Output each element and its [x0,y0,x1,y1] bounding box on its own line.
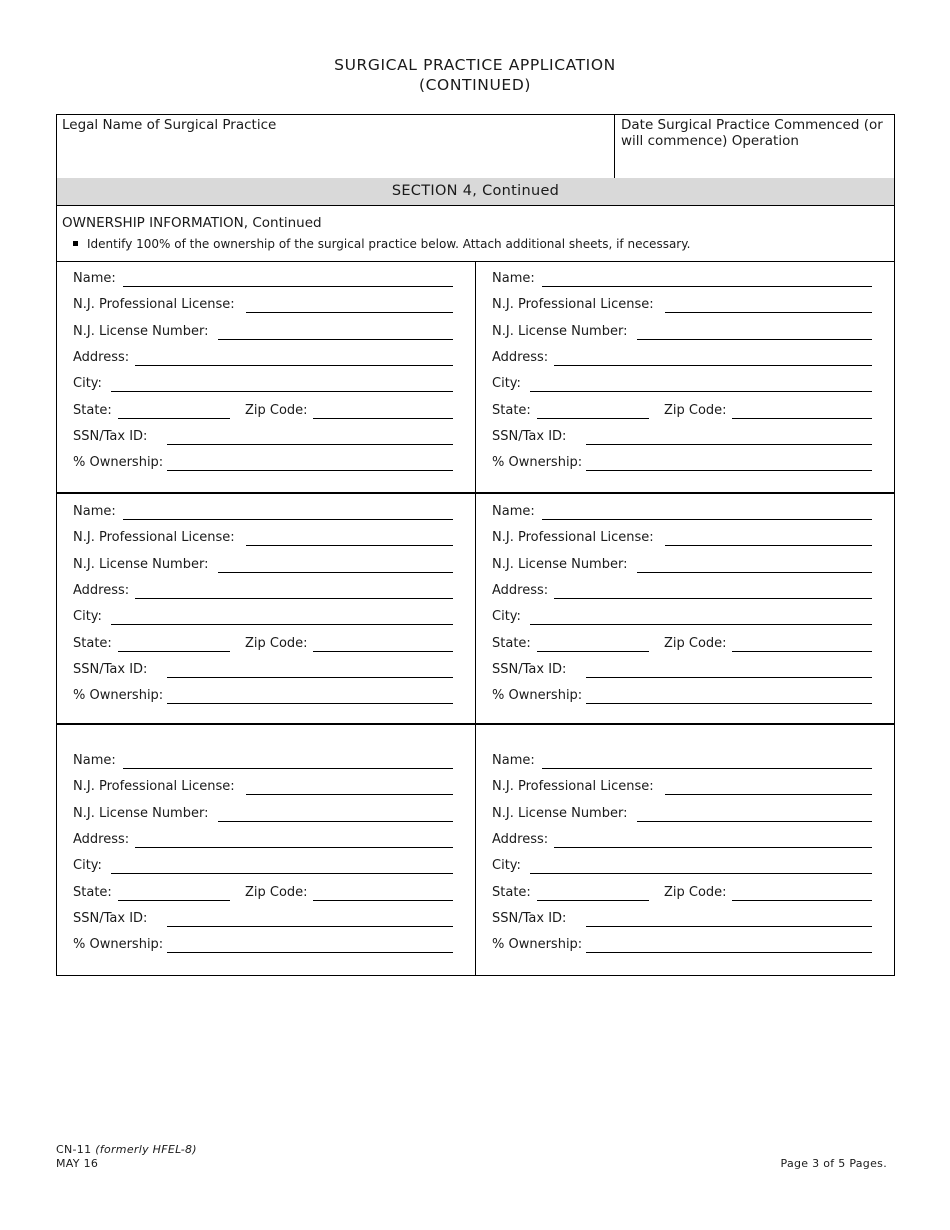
ssn-input-line[interactable] [586,444,872,445]
address-input-line[interactable] [554,847,872,848]
state-label: State: [73,884,112,900]
owner-field-address [492,831,892,849]
ssn-label: SSN/Tax ID: [492,428,567,444]
owner-block [57,494,475,725]
zip-code-input-line[interactable] [732,651,872,652]
state-input-line[interactable] [537,651,649,652]
ownership-pct-label: % Ownership: [73,937,164,953]
professional-license-input-line[interactable] [246,545,453,546]
form-id: CN-11 [56,1143,92,1156]
ssn-input-line[interactable] [586,926,872,927]
zip-code-label: Zip Code: [664,884,727,900]
owner-field-license-number [492,556,892,574]
owner-field-professional-license [492,529,892,547]
owner-field-license-number [73,556,473,574]
owner-field-city [492,608,892,626]
owner-field-address [73,349,473,367]
owner-field-ssn [73,910,473,928]
zip-code-input-line[interactable] [313,900,453,901]
owner-field-professional-license [492,296,892,314]
owner-block [476,261,894,492]
owner-field-ownership-pct [492,454,892,472]
ssn-label: SSN/Tax ID: [492,661,567,677]
state-input-line[interactable] [537,900,649,901]
professional-license-label: N.J. Professional License: [492,297,654,313]
owner-field-ownership-pct [73,454,473,472]
address-label: Address: [492,582,549,598]
ownership-pct-label: % Ownership: [492,455,583,471]
professional-license-label: N.J. Professional License: [73,779,235,795]
name-input-line[interactable] [542,286,872,287]
city-input-line[interactable] [111,624,453,625]
state-label: State: [492,884,531,900]
city-input-line[interactable] [111,391,453,392]
form-title-line2: (CONTINUED) [418,76,532,94]
owner-field-state [492,402,892,420]
license-number-label: N.J. License Number: [73,323,209,339]
owner-field-ssn [73,661,473,679]
owner-field-address [73,831,473,849]
ssn-input-line[interactable] [167,926,453,927]
license-number-label: N.J. License Number: [492,556,628,572]
name-label: Name: [73,504,116,519]
name-label: Name: [492,271,535,286]
ssn-label: SSN/Tax ID: [73,661,148,677]
name-label: Name: [73,753,116,768]
form-title-line1: SURGICAL PRACTICE APPLICATION [334,56,616,74]
address-label: Address: [73,349,130,365]
license-number-input-line[interactable] [218,572,453,573]
city-label: City: [73,858,102,874]
zip-code-input-line[interactable] [732,418,872,419]
state-input-line[interactable] [118,651,230,652]
date-commenced-field-label[interactable]: Date Surgical Practice Commenced (or will commence) Operation [621,117,883,149]
owner-field-name [492,270,892,288]
owner-field-ownership-pct [73,687,473,705]
ssn-label: SSN/Tax ID: [492,910,567,926]
state-label: State: [73,635,112,651]
owner-field-ssn [492,661,892,679]
name-input-line[interactable] [123,286,453,287]
ownership-pct-input-line[interactable] [167,703,453,704]
address-label: Address: [492,349,549,365]
city-input-line[interactable] [530,624,872,625]
ssn-label: SSN/Tax ID: [73,910,148,926]
professional-license-label: N.J. Professional License: [73,297,235,313]
license-number-label: N.J. License Number: [492,805,628,821]
ownership-pct-input-line[interactable] [167,470,453,471]
city-label: City: [492,858,521,874]
zip-code-input-line[interactable] [313,651,453,652]
name-input-line[interactable] [542,519,872,520]
owner-field-ownership-pct [492,687,892,705]
ssn-label: SSN/Tax ID: [73,428,148,444]
owner-field-city [73,375,473,393]
city-label: City: [492,609,521,625]
professional-license-input-line[interactable] [665,312,872,313]
license-number-label: N.J. License Number: [73,805,209,821]
address-input-line[interactable] [135,847,453,848]
ownership-pct-label: % Ownership: [492,688,583,704]
owner-field-city [73,857,473,875]
state-input-line[interactable] [118,900,230,901]
owner-field-address [492,582,892,600]
city-label: City: [492,376,521,392]
owner-field-professional-license [73,529,473,547]
state-label: State: [492,402,531,418]
address-label: Address: [73,831,130,847]
ssn-input-line[interactable] [167,444,453,445]
license-number-input-line[interactable] [637,572,872,573]
address-input-line[interactable] [135,365,453,366]
owner-field-license-number [73,805,473,823]
owner-field-name [73,752,473,770]
license-number-input-line[interactable] [637,339,872,340]
owner-field-professional-license [492,778,892,796]
owner-field-name [73,270,473,288]
owner-field-city [73,608,473,626]
form-formerly: (formerly HFEL-8) [95,1143,197,1156]
owner-field-professional-license [73,296,473,314]
state-input-line[interactable] [537,418,649,419]
owner-field-state [492,635,892,653]
name-input-line[interactable] [123,519,453,520]
professional-license-label: N.J. Professional License: [492,779,654,795]
header-divider [614,115,615,178]
ownership-pct-input-line[interactable] [167,952,453,953]
form-date: MAY 16 [56,1157,99,1170]
bullet-icon [73,241,78,246]
ownership-pct-label: % Ownership: [73,455,164,471]
owner-block [476,494,894,725]
owner-field-ssn [492,910,892,928]
city-input-line[interactable] [111,873,453,874]
section-4-header: SECTION 4, Continued [57,178,894,206]
header-row [57,115,894,179]
ownership-pct-label: % Ownership: [492,937,583,953]
address-input-line[interactable] [135,598,453,599]
owner-field-license-number [492,805,892,823]
owner-field-address [73,582,473,600]
zip-code-label: Zip Code: [664,402,727,418]
name-label: Name: [73,271,116,286]
zip-code-input-line[interactable] [313,418,453,419]
ownership-pct-input-line[interactable] [586,952,872,953]
city-label: City: [73,609,102,625]
address-label: Address: [73,582,130,598]
ownership-info-heading: OWNERSHIP INFORMATION, Continued [62,215,322,231]
owner-field-state [73,402,473,420]
zip-code-label: Zip Code: [245,884,308,900]
owner-field-ownership-pct [73,936,473,954]
owner-field-license-number [492,323,892,341]
owner-block [476,725,894,975]
professional-license-label: N.J. Professional License: [492,530,654,546]
page-number: Page 3 of 5 Pages. [780,1157,887,1170]
professional-license-input-line[interactable] [665,545,872,546]
name-input-line[interactable] [542,768,872,769]
zip-code-label: Zip Code: [664,635,727,651]
address-label: Address: [492,831,549,847]
zip-code-label: Zip Code: [245,635,308,651]
ownership-note-text: Identify 100% of the ownership of the surgical practice below. Attach additional sheets, if necessary. [87,237,691,251]
ssn-input-line[interactable] [586,677,872,678]
address-input-line[interactable] [554,365,872,366]
footer-form-id [56,1143,197,1171]
owner-field-professional-license [73,778,473,796]
state-label: State: [73,402,112,418]
name-label: Name: [492,504,535,519]
owner-field-ssn [492,428,892,446]
owner-field-ownership-pct [492,936,892,954]
license-number-label: N.J. License Number: [492,323,628,339]
owner-field-city [492,375,892,393]
state-input-line[interactable] [118,418,230,419]
license-number-label: N.J. License Number: [73,556,209,572]
ssn-input-line[interactable] [167,677,453,678]
application-form-frame [56,114,895,976]
form-title [0,55,950,95]
owner-field-name [492,752,892,770]
owner-field-state [492,884,892,902]
zip-code-input-line[interactable] [732,900,872,901]
owner-field-license-number [73,323,473,341]
city-input-line[interactable] [530,873,872,874]
ownership-pct-input-line[interactable] [586,703,872,704]
owner-field-ssn [73,428,473,446]
owner-field-state [73,884,473,902]
professional-license-input-line[interactable] [246,312,453,313]
owner-field-address [492,349,892,367]
ownership-pct-input-line[interactable] [586,470,872,471]
owner-block [57,725,475,975]
legal-name-field-label[interactable]: Legal Name of Surgical Practice [62,117,277,133]
professional-license-label: N.J. Professional License: [73,530,235,546]
name-input-line[interactable] [123,768,453,769]
license-number-input-line[interactable] [218,821,453,822]
owner-field-state [73,635,473,653]
owner-block [57,261,475,492]
city-input-line[interactable] [530,391,872,392]
owner-field-name [73,503,473,521]
name-label: Name: [492,753,535,768]
professional-license-input-line[interactable] [665,794,872,795]
license-number-input-line[interactable] [637,821,872,822]
city-label: City: [73,376,102,392]
owner-field-city [492,857,892,875]
ownership-note [73,237,690,251]
address-input-line[interactable] [554,598,872,599]
professional-license-input-line[interactable] [246,794,453,795]
state-label: State: [492,635,531,651]
zip-code-label: Zip Code: [245,402,308,418]
ownership-pct-label: % Ownership: [73,688,164,704]
license-number-input-line[interactable] [218,339,453,340]
owner-field-name [492,503,892,521]
